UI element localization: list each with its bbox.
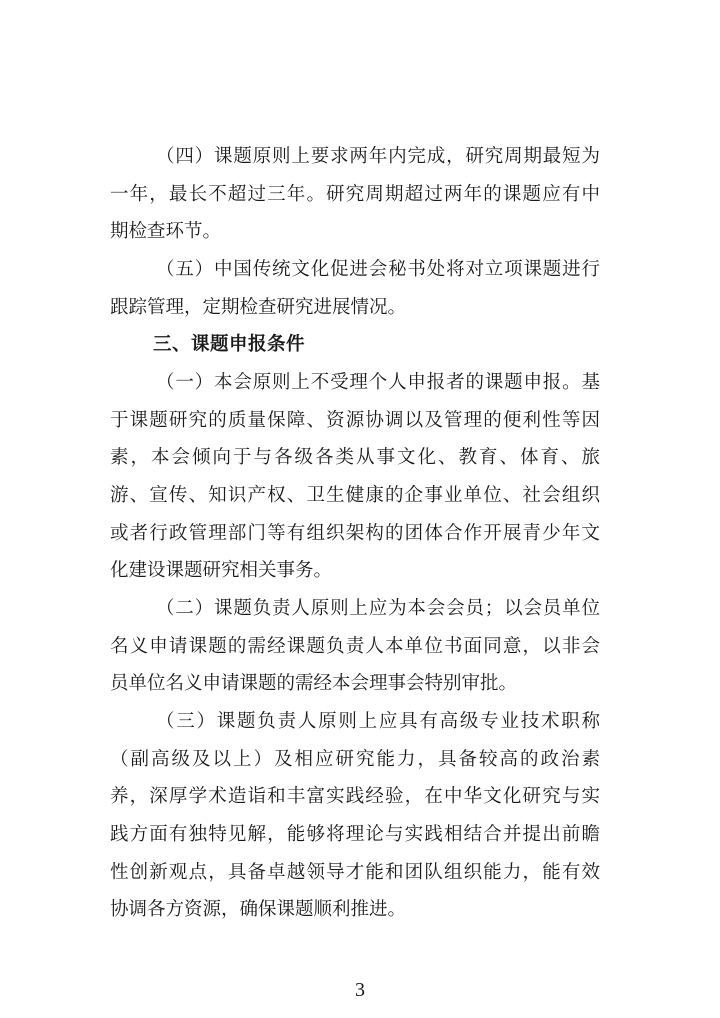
paragraph-5-line-2: 跟踪管理，定期检查研究进展情况。 bbox=[110, 297, 407, 318]
condition-1-line-6: 化建设课题研究相关事务。 bbox=[110, 560, 333, 581]
condition-2-line-1: （二）课题负责人原则上应为本会会员；以会员单位 bbox=[156, 598, 600, 619]
condition-3-line-3: 养，深厚学术造诣和丰富实践经验，在中华文化研究与实 bbox=[110, 786, 600, 807]
page-number: 3 bbox=[355, 979, 365, 1001]
paragraph-4-line-1: （四）课题原则上要求两年内完成，研究周期最短为 bbox=[156, 146, 600, 167]
condition-3-line-4: 践方面有独特见解，能够将理论与实践相结合并提出前瞻 bbox=[110, 824, 600, 845]
condition-2-line-3: 员单位名义申请课题的需经本会理事会特别审批。 bbox=[110, 673, 518, 694]
condition-3-line-5: 性创新观点，具备卓越领导才能和团队组织能力，能有效 bbox=[110, 862, 600, 883]
paragraph-4-line-2: 一年，最长不超过三年。研究周期超过两年的课题应有中 bbox=[110, 184, 600, 205]
paragraph-4-line-3: 期检查环节。 bbox=[110, 221, 222, 242]
paragraph-5-line-1: （五）中国传统文化促进会秘书处将对立项课题进行 bbox=[156, 259, 600, 280]
condition-2-line-2: 名义申请课题的需经课题负责人本单位书面同意，以非会 bbox=[110, 636, 600, 657]
condition-3-line-1: （三）课题负责人原则上应具有高级专业技术职称 bbox=[156, 711, 600, 732]
condition-1-line-4: 游、宣传、知识产权、卫生健康的企事业单位、社会组织 bbox=[110, 485, 600, 506]
condition-3-line-6: 协调各方资源，确保课题顺利推进。 bbox=[110, 899, 407, 920]
condition-1-line-3: 素，本会倾向于与各级各类从事文化、教育、体育、旅 bbox=[110, 447, 600, 468]
section-heading: 三、课题申报条件 bbox=[153, 334, 306, 355]
condition-3-line-2: （副高级及以上）及相应研究能力，具备较高的政治素 bbox=[110, 749, 600, 770]
condition-1-line-5: 或者行政管理部门等有组织架构的团体合作开展青少年文 bbox=[110, 523, 600, 544]
condition-1-line-1: （一）本会原则上不受理个人申报者的课题申报。基 bbox=[156, 372, 600, 393]
condition-1-line-2: 于课题研究的质量保障、资源协调以及管理的便利性等因 bbox=[110, 410, 600, 431]
